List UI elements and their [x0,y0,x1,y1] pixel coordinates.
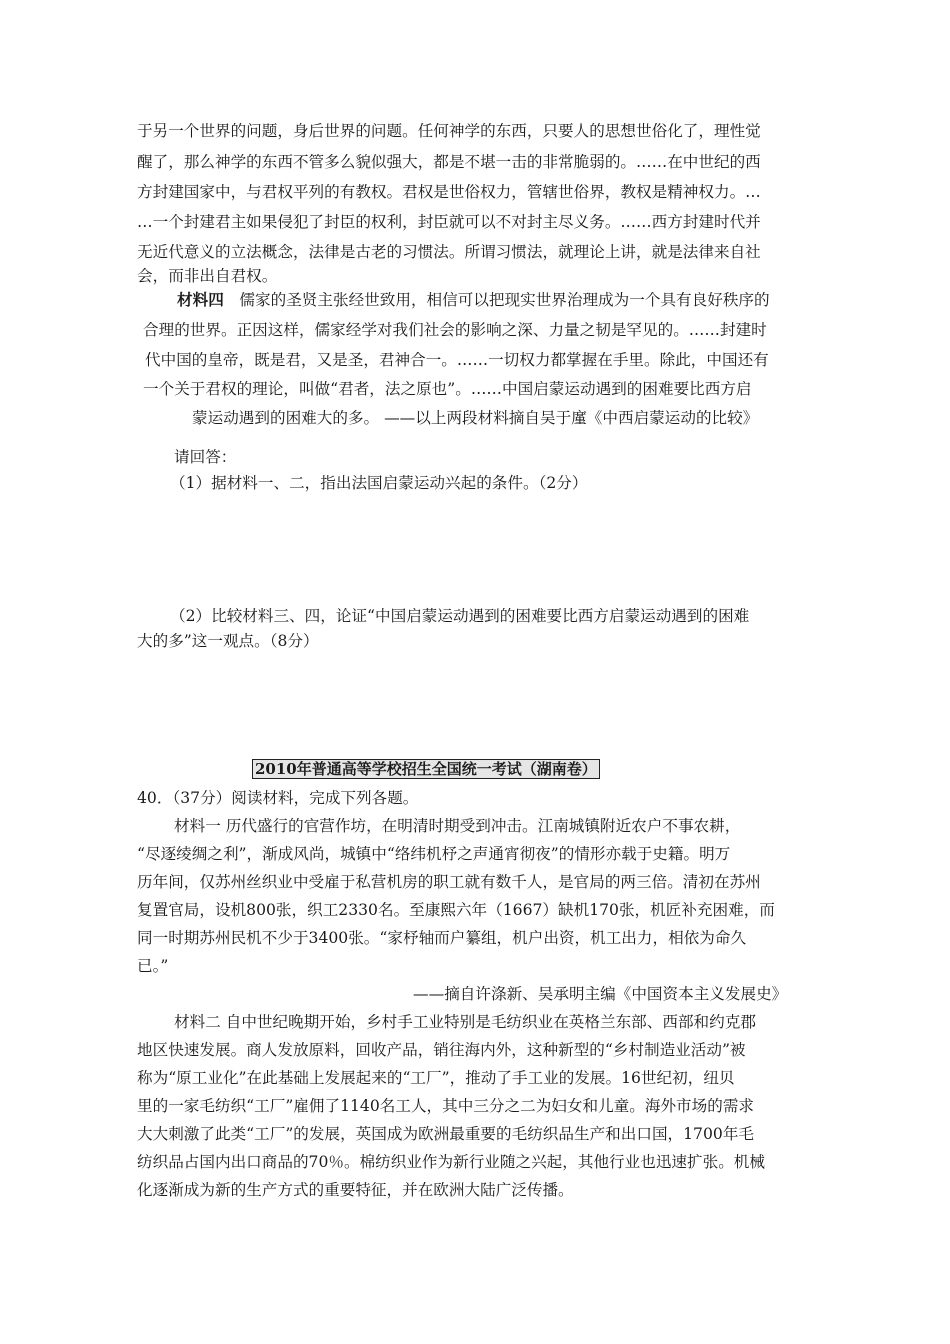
material1-line: 历年间，仅苏州丝织业中受雇于私营机房的职工就有数千人，是官局的两三倍。清初在苏州 [137,873,761,891]
material4-line [177,290,770,310]
material2-line: 称为“原工业化”在此基础上发展起来的“工厂”，推动了手工业的发展。16世纪初，纽贝 [137,1069,735,1087]
passage-line: 方封建国家中，与君权平列的有教权。君权是世俗权力，管辖世俗界，教权是精神权力。… [137,183,761,201]
passage-line: …一个封建君主如果侵犯了封臣的权利，封臣就可以不对封主尽义务。……西方封建时代并 [137,213,761,231]
material2-line: 里的一家毛纺织“工厂”雇佣了1140名工人，其中三分之二为妇女和儿童。海外市场的需求 [137,1097,755,1115]
material4-source-line: 蒙运动遇到的困难大的多。 ——以上两段材料摘自吴于廑《中西启蒙运动的比较》 [192,409,759,427]
passage-line: 于另一个世界的问题，身后世界的问题。任何神学的东西，只要人的思想世俗化了，理性觉 [137,122,761,140]
question-2-line: （2）比较材料三、四，论证“中国启蒙运动遇到的困难要比西方启蒙运动遇到的困难 [170,607,750,625]
material4-text: 儒家的圣贤主张经世致用，相信可以把现实世界治理成为一个具有良好秩序的 [239,291,770,309]
material2-line: 纺织品占国内出口商品的70％。棉纺织业作为新行业随之兴起，其他行业也迅速扩张。机械 [137,1153,765,1171]
question-2-line: 大的多”这一观点。（8分） [137,632,319,650]
material4-label: 材料四 [177,290,224,309]
material4-line: 一个关于君权的理论，叫做“君者，法之原也”。……中国启蒙运动遇到的困难要比西方启 [143,380,752,398]
material1-source: ——摘自许涤新、吴承明主编《中国资本主义发展史》 [413,985,788,1003]
material2-line: 材料二 自中世纪晚期开始，乡村手工业特别是毛纺织业在英格兰东部、西部和约克郡 [174,1013,756,1031]
material1-line: “尽逐绫绸之利”，渐成风尚，城镇中“络纬机杼之声通宵彻夜”的情形亦载于史籍。明万 [137,845,731,863]
exam-title: 2010年普通高等学校招生全国统一考试（湖南卷） [252,759,600,779]
material2-line: 地区快速发展。商人发放原料，回收产品，销往海内外，这种新型的“乡村制造业活动”被 [137,1041,746,1059]
material1-line: 复置官局，设机800张，织工2330名。至康熙六年（1667）缺机170张，机匠补充困难，而 [137,901,775,919]
material1-line: 已。” [137,957,169,975]
material1-line: 同一时期苏州民机不少于3400张。“家杼轴而户纂组，机户出资，机工出力，相依为命久 [137,929,747,947]
passage-line: 无近代意义的立法概念，法律是古老的习惯法。所谓习惯法，就理论上讲，就是法律来自社 [137,243,761,261]
passage-line: 会，而非出自君权。 [137,267,278,285]
material2-line: 大大刺激了此类“工厂”的发展，英国成为欧洲最重要的毛纺织品生产和出口国，1700年毛 [137,1125,755,1143]
material4-line: 合理的世界。正因这样，儒家经学对我们社会的影响之深、力量之韧是罕见的。……封建时 [143,321,767,339]
material4-line: 代中国的皇帝，既是君，又是圣，君神合一。……一切权力都掌握在手里。除此，中国还有 [145,351,769,369]
passage-line: 醒了，那么神学的东西不管多么貌似强大，都是不堪一击的非常脆弱的。……在中世纪的西 [137,153,761,171]
question-1: （1）据材料一、二，指出法国启蒙运动兴起的条件。（2分） [170,474,588,492]
question-40: 40．（37分）阅读材料，完成下列各题。 [137,789,419,807]
material1-line: 材料一 历代盛行的官营作坊，在明清时期受到冲击。江南城镇附近农户不事农耕， [174,817,741,835]
answer-prompt: 请回答： [174,448,237,466]
material2-line: 化逐渐成为新的生产方式的重要特征，并在欧洲大陆广泛传播。 [137,1181,574,1199]
